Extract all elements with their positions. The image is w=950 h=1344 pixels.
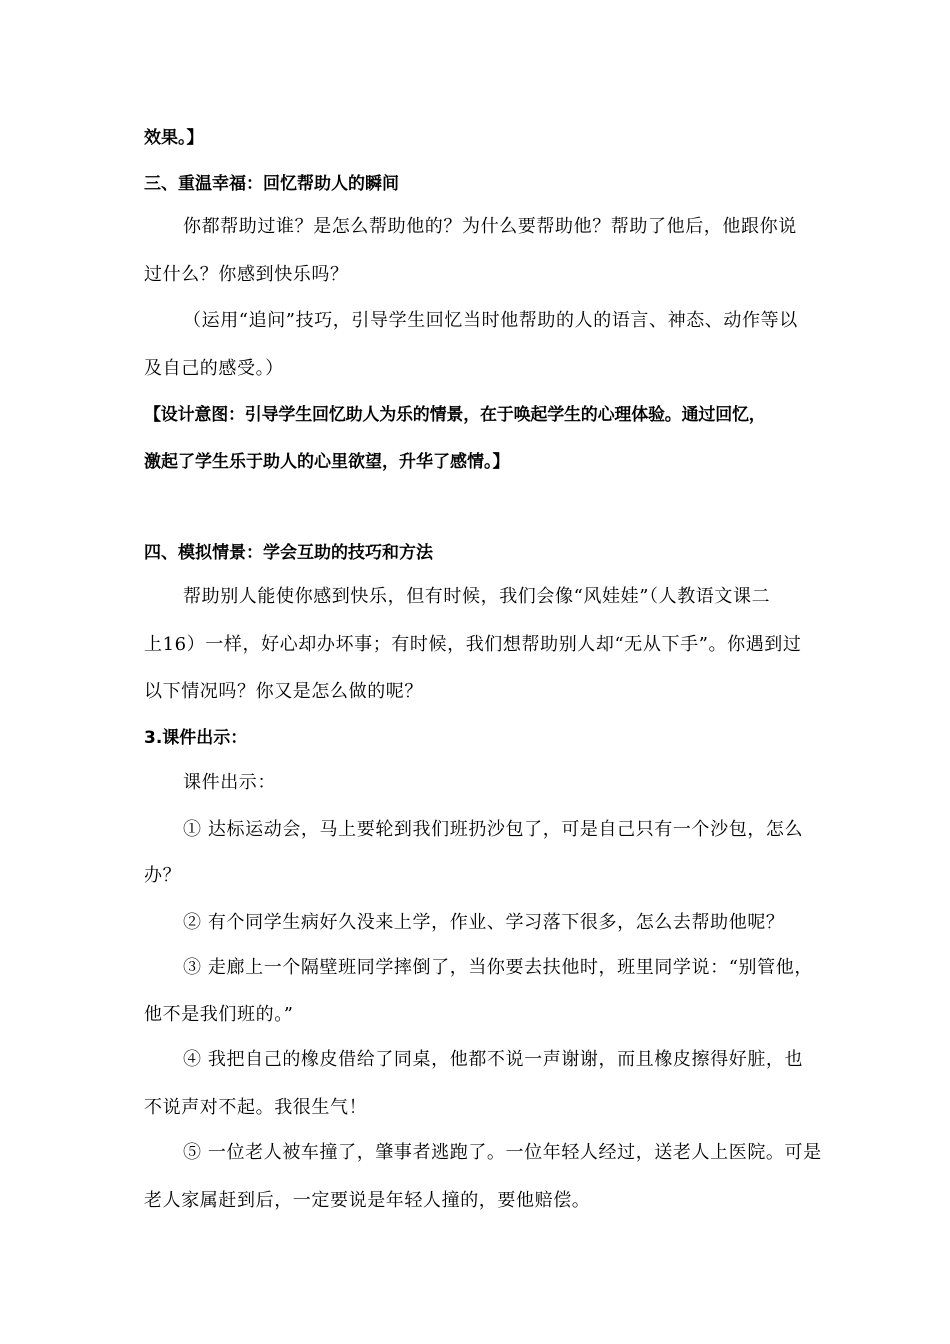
paragraph-line: 上16）一样，好心却办坏事；有时候，我们想帮助别人却“无从下手”。你遇到过 bbox=[144, 634, 802, 655]
paragraph-line: （运用“追问”技巧，引导学生回忆当时他帮助的人的语言、神态、动作等以 bbox=[183, 310, 798, 331]
list-item: ③ 走廊上一个隔壁班同学摔倒了，当你要去扶他时，班里同学说：“别管他， bbox=[183, 957, 813, 978]
design-intent-ending: 效果。】 bbox=[144, 128, 204, 148]
paragraph-line: 你都帮助过谁？是怎么帮助他的？为什么要帮助他？帮助了他后，他跟你说 bbox=[183, 216, 797, 237]
paragraph-line: 过什么？你感到快乐吗？ bbox=[144, 264, 349, 285]
subheading: 3.课件出示： bbox=[144, 728, 248, 748]
list-item: ① 达标运动会，马上要轮到我们班扔沙包了，可是自己只有一个沙包，怎么 bbox=[183, 819, 804, 840]
design-intent-line: 激起了学生乐于助人的心里欲望，升华了感情。】 bbox=[144, 452, 510, 472]
list-item-continuation: 老人家属赶到后，一定要说是年轻人撞的，要他赔偿。 bbox=[144, 1190, 591, 1211]
paragraph-line: 帮助别人能使你感到快乐，但有时候，我们会像“风娃娃”（人教语文课二 bbox=[183, 586, 771, 607]
list-item-continuation: 他不是我们班的。” bbox=[144, 1004, 294, 1025]
paragraph-line: 及自己的感受。） bbox=[144, 358, 284, 379]
paragraph-line: 课件出示： bbox=[183, 772, 276, 793]
list-item-continuation: 办？ bbox=[144, 865, 182, 886]
list-item-continuation: 不说声对不起。我很生气！ bbox=[144, 1097, 368, 1118]
section-heading-3: 三、重温幸福：回忆帮助人的瞬间 bbox=[144, 174, 399, 194]
list-item: ④ 我把自己的橡皮借给了同桌，他都不说一声谢谢，而且橡皮擦得好脏，也 bbox=[183, 1049, 804, 1070]
list-item: ⑤ 一位老人被车撞了，肇事者逃跑了。一位年轻人经过，送老人上医院。可是 bbox=[183, 1142, 822, 1163]
paragraph-line: 以下情况吗？你又是怎么做的呢？ bbox=[144, 681, 423, 702]
design-intent-line: 【设计意图：引导学生回忆助人为乐的情景，在于唤起学生的心理体验。通过回忆， bbox=[144, 405, 766, 425]
list-item: ② 有个同学生病好久没来上学，作业、学习落下很多，怎么去帮助他呢？ bbox=[183, 912, 785, 933]
section-heading-4: 四、模拟情景：学会互助的技巧和方法 bbox=[144, 543, 433, 563]
